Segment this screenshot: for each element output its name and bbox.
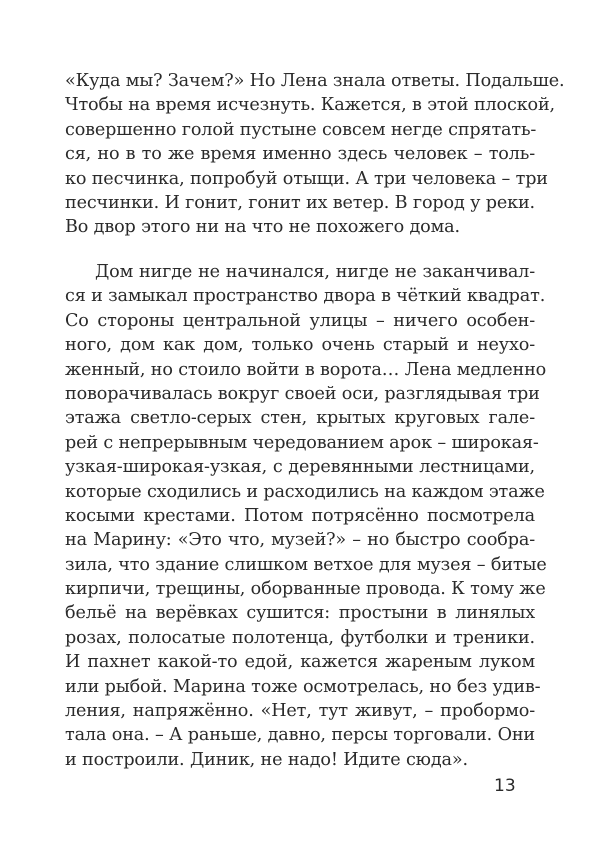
text-line: Со стороны центральной улицы – ничего особен- xyxy=(65,310,535,331)
text-line: ления, напряжённо. «Нет, тут живут, – пробормо- xyxy=(65,701,535,722)
text-line: рей с непрерывным чередованием арок – широкая- xyxy=(65,432,539,453)
text-line: Чтобы на время исчезнуть. Кажется, в этой плоской, xyxy=(65,95,555,116)
paragraph-1 xyxy=(65,69,565,240)
text-line: ко песчинка, попробуй отыщи. А три человека – три xyxy=(65,168,548,189)
text-line: поворачивалась вокруг своей оси, разглядывая три xyxy=(65,383,540,404)
text-line: на Марину: «Это что, музей?» – но быстро сообра- xyxy=(65,530,535,551)
text-line: кирпичи, трещины, оборванные провода. К тому же xyxy=(65,579,546,600)
text-line: косыми крестами. Потом потрясённо посмотрела xyxy=(65,505,535,526)
text-line: ся, но в то же время именно здесь человек – толь- xyxy=(65,144,535,165)
text-line: И пахнет какой-то едой, кажется жареным луком xyxy=(65,652,535,673)
text-line: ного, дом как дом, только очень старый и неухо- xyxy=(65,335,535,356)
text-line: этажа светло-серых стен, крытых круговых гале- xyxy=(65,408,535,429)
paragraph-2 xyxy=(65,260,547,772)
text-line: «Куда мы? Зачем?» Но Лена знала ответы. Подальше. xyxy=(65,71,565,91)
text-line: Дом нигде не начинался, нигде не заканчивал- xyxy=(95,262,535,282)
text-line: женный, но стоило войти в ворота… Лена медленно xyxy=(65,359,547,380)
text-line: бельё на верёвках сушится: простыни в линялых xyxy=(65,603,535,624)
text-line: розах, полосатые полотенца, футболки и треники. xyxy=(65,627,535,648)
text-line: или рыбой. Марина тоже осмотрелась, но без удив- xyxy=(65,676,541,697)
text-line: и построили. Диник, не надо! Идите сюда». xyxy=(65,749,468,770)
text-line: узкая-широкая-узкая, с деревянными лестницами, xyxy=(65,457,535,478)
text-line: совершенно голой пустыне совсем негде спрятать- xyxy=(65,119,537,140)
text-line: которые сходились и расходились на каждом этаже xyxy=(65,481,545,502)
text-line: Во двор этого ни на что не похожего дома. xyxy=(65,217,460,238)
text-line: тала она. – А раньше, давно, персы торговали. Они xyxy=(65,725,535,746)
text-line: песчинки. И гонит, гонит их ветер. В город у реки. xyxy=(65,192,535,213)
text-line: ся и замыкал пространство двора в чёткий квадрат. xyxy=(65,286,546,307)
page-number: 13 xyxy=(494,776,516,796)
text-line: зила, что здание слишком ветхое для музея – битые xyxy=(65,554,547,575)
